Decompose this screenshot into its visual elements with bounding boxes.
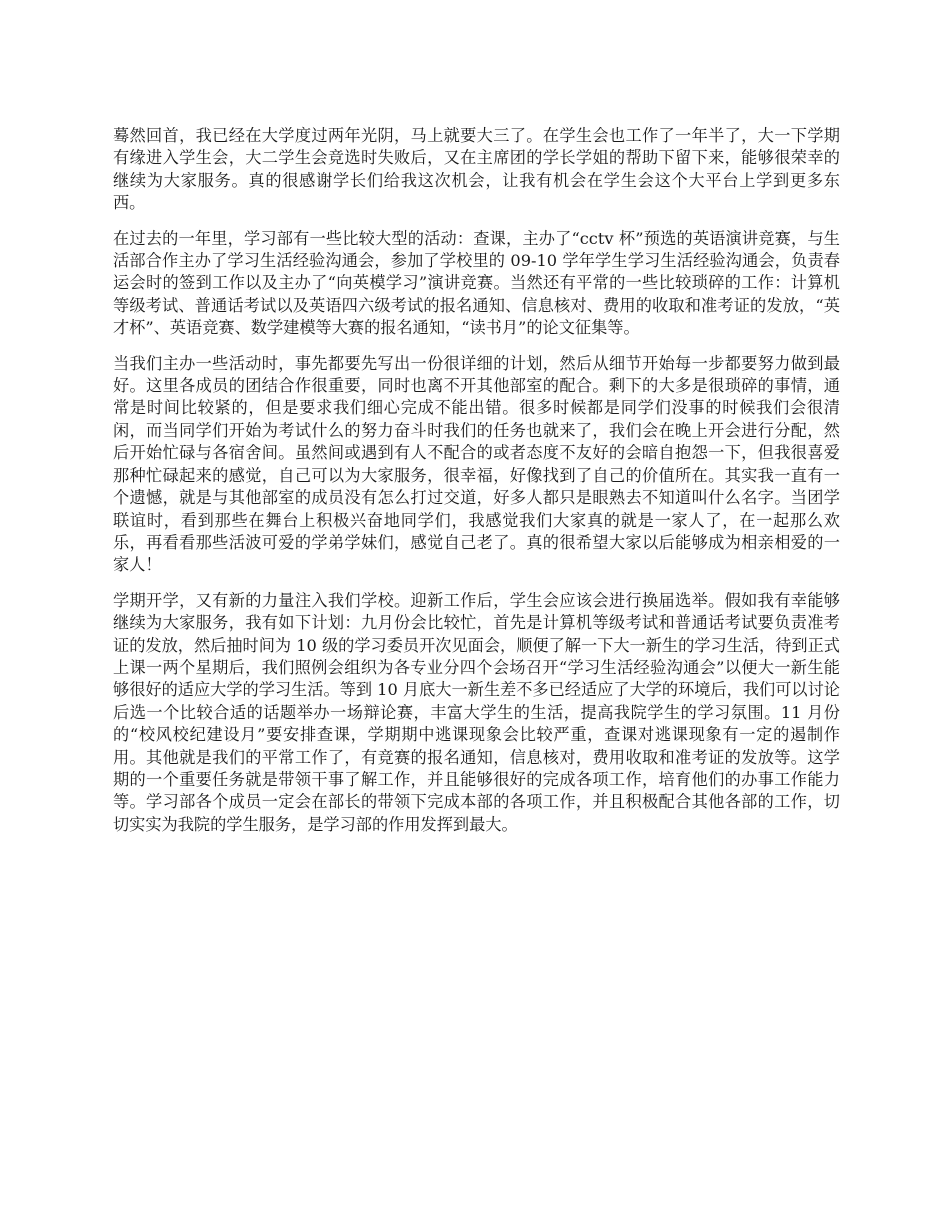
- paragraph-2: 在过去的一年里，学习部有一些比较大型的活动：查课，主办了“cctv 杯”预选的英语演讲竞赛，与生活部合作主办了学习生活经验沟通会，参加了学校里的 09-10 学年学生学习生活经验沟通会，负责春运会时的签到工作以及主办了“向英模学习”演讲竞赛。当然还有平常的一些比较琐碎的工作：计算机等级考试、普通话考试以及英语四六级考试的报名通知、信息核对、费用的收取和准考证的发放，“英才杯”、英语竞赛、数学建模等大赛的报名通知，“读书月”的论文征集等。: [113, 228, 840, 338]
- paragraph-1: 蓦然回首，我已经在大学度过两年光阴，马上就要大三了。在学生会也工作了一年半了，大一下学期有缘进入学生会，大二学生会竞选时失败后，又在主席团的学长学姐的帮助下留下来，能够很荣幸的继续为大家服务。真的很感谢学长们给我这次机会，让我有机会在学生会这个大平台上学到更多东西。: [113, 126, 840, 213]
- paragraph-4: 学期开学，又有新的力量注入我们学校。迎新工作后，学生会应该会进行换届选举。假如我有幸能够继续为大家服务，我有如下计划：九月份会比较忙，首先是计算机等级考试和普通话考试要负责准考证的发放，然后抽时间为 10 级的学习委员开次见面会，顺便了解一下大一新生的学习生活，待到正式上课一两个星期后，我们照例会组织为各专业分四个会场召开“学习生活经验沟通会”以便大一新生能够很好的适应大学的学习生活。等到 10 月底大一新生差不多已经适应了大学的环境后，我们可以讨论后选一个比较合适的话题举办一场辩论赛，丰富大学生的生活，提高我院学生的学习氛围。11 月份的“校风校纪建设月”要安排查课，学期期中逃课现象会比较严重，查课对逃课现象有一定的遏制作用。其他就是我们的平常工作了，有竞赛的报名通知，信息核对，费用收取和准考证的发放等。这学期的一个重要任务就是带领干事了解工作，并且能够很好的完成各项工作，培育他们的办事工作能力等。学习部各个成员一定会在部长的带领下完成本部的各项工作，并且积极配合其他各部的工作，切切实实为我院的学生服务，是学习部的作用发挥到最大。: [113, 590, 840, 834]
- paragraph-3: 当我们主办一些活动时，事先都要先写出一份很详细的计划，然后从细节开始每一步都要努力做到最好。这里各成员的团结合作很重要，同时也离不开其他部室的配合。剩下的大多是很琐碎的事情，通常是时间比较紧的，但是要求我们细心完成不能出错。很多时候都是同学们没事的时候我们会很清闲，而当同学们开始为考试什么的努力奋斗时我们的任务也就来了，我们会在晚上开会进行分配，然后开始忙碌与各宿舍间。虽然间或遇到有人不配合的或者态度不友好的会暗自抱怨一下，但我很喜爱那种忙碌起来的感觉，自己可以为大家服务，很幸福，好像找到了自己的价值所在。其实我一直有一个遗憾，就是与其他部室的成员没有怎么打过交道，好多人都只是眼熟去不知道叫什么名字。当团学联谊时，看到那些在舞台上积极兴奋地同学们，我感觉我们大家真的就是一家人了，在一起那么欢乐，再看看那些活波可爱的学弟学妹们，感觉自己老了。真的很希望大家以后能够成为相亲相爱的一家人！: [113, 353, 840, 575]
- document-body: [113, 125, 840, 849]
